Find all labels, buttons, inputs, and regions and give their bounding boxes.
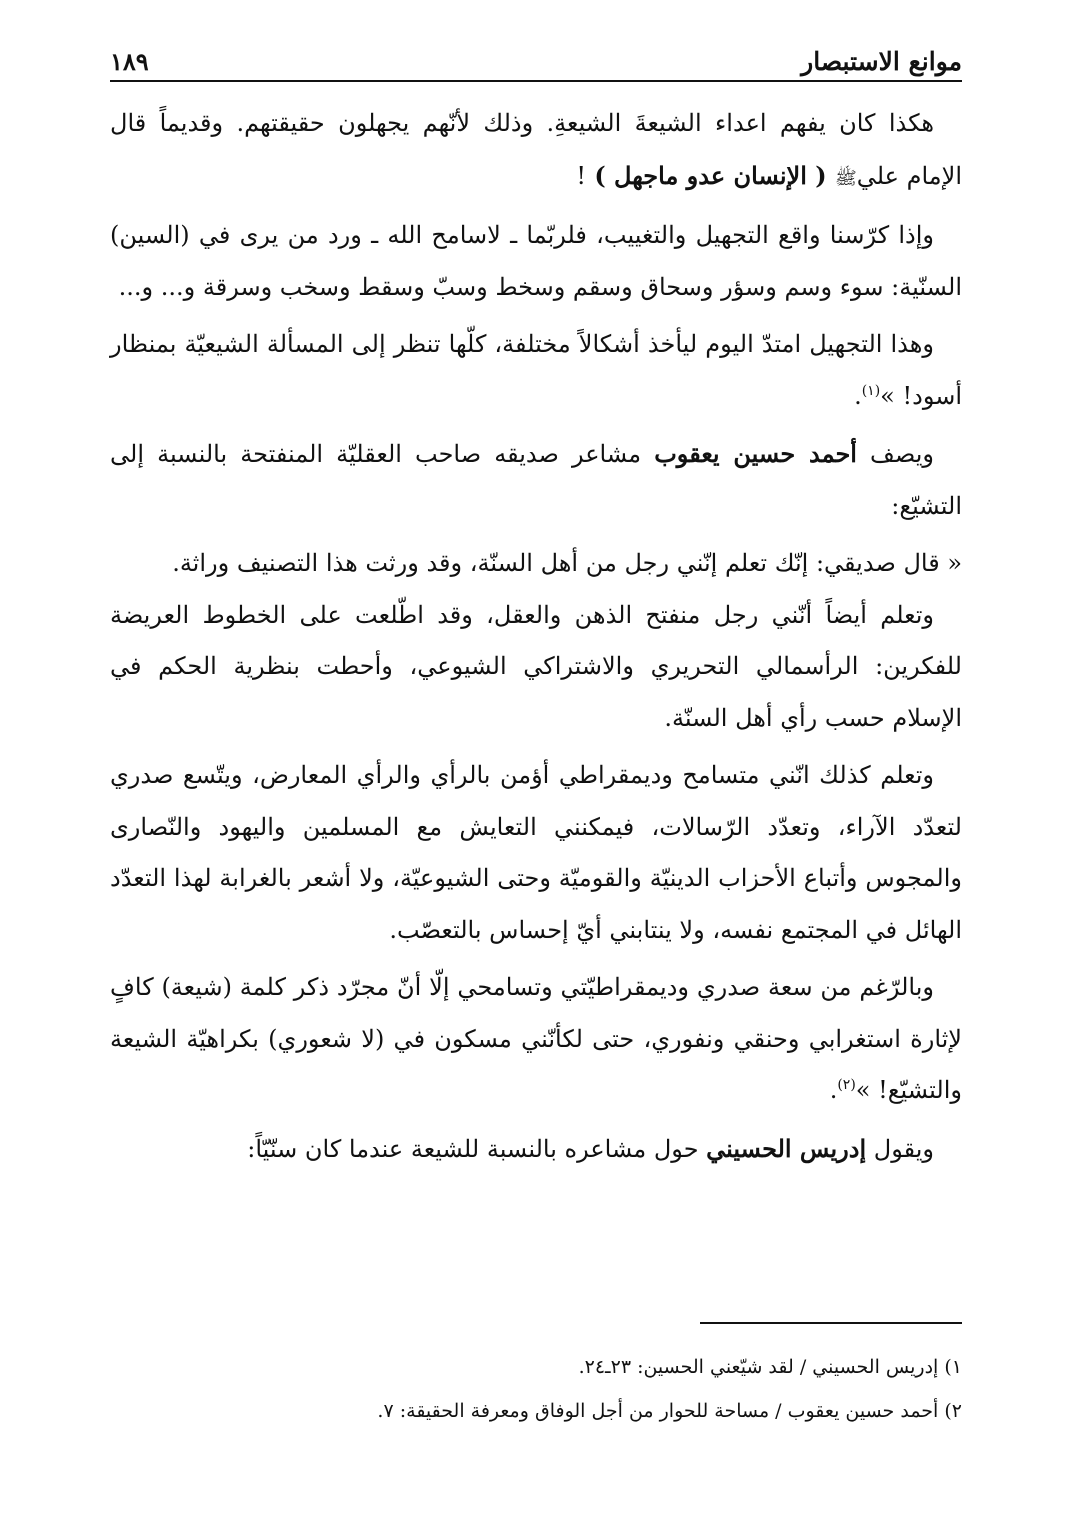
body-text (110, 98, 962, 1175)
paragraph-6: وتعلم أيضاً أنّني رجل منفتح الذهن والعقل، وقد اطّلعت على الخطوط العريضة للفكرين: الرأسمالي التحريري والاشتراكي الشيوعي، وأحطت بنظرية الحكم في الإسلام حسب رأي أهل السنّة. (110, 600, 962, 732)
paragraph-5: « قال صديقي: إنّك تعلم إنّني رجل من أهل السنّة، وقد ورثت هذا التصنيف وراثة. (172, 549, 962, 577)
paragraph-4-post: مشاعر صديقه صاحب العقليّة المنفتحة بالنسبة إلى التشيّع: (110, 440, 962, 520)
paragraph-9 (110, 1123, 962, 1176)
paragraph-2: وإذا كرّسنا واقع التجهيل والتغييب، فلربّما ـ لاسامح الله ـ ورد من يرى في (السين) السنّية: سوء وسم وسؤر وسحاق وسقم وسخط وسبّ وسقط وسخب وسرقة و... و... (110, 221, 962, 301)
author-name-bold: أحمد حسين يعقوب (654, 439, 857, 468)
footnote-2: ٢) أحمد حسين يعقوب / مساحة للحوار من أجل الوفاق ومعرفة الحقيقة: ٧. (377, 1400, 962, 1422)
paragraph-8-text: وبالرّغم من سعة صدري وديمقراطيّتي وتسامحي إلّا أنّ مجرّد ذكر كلمة (شيعة) كافٍ لإثارة استغرابي وحنقي ونفوري، حتى لكأنّني مسكون في (لا شعوري) بكراهيّة الشيعة والتشيّع! » (110, 973, 962, 1104)
running-title: موانع الاستبصار (801, 47, 962, 76)
paragraph-3 (110, 319, 962, 422)
paragraph-8-end: . (829, 1076, 838, 1104)
paragraph-9-post: حول مشاعره بالنسبة للشيعة عندما كان سنّيّاً: (247, 1134, 707, 1163)
paragraph-1-end: ! (576, 161, 586, 190)
footnote-separator (700, 1322, 962, 1324)
paragraph-8 (110, 962, 962, 1117)
footnotes (110, 1345, 962, 1433)
paragraph-4 (110, 428, 962, 532)
page-header (110, 36, 962, 82)
footnote-1: ١) إدريس الحسيني / لقد شيّعني الحسين: ٢٣ـ٢٤. (578, 1356, 962, 1378)
paragraph-4-pre: ويصف (856, 440, 934, 468)
paragraph-1-text: هكذا كان يفهم اعداء الشيعةَ الشيعةِ. وذلك لأنّهم يجهلون حقيقتهم. وقديماً قال الإمام علي (110, 109, 962, 190)
author-name-bold-2: إدريس الحسيني (706, 1133, 867, 1163)
paragraph-9-pre: ويقول (866, 1134, 934, 1163)
quote-bold: ( الإنسان عدو ماجهل ) (585, 160, 835, 190)
honorific-symbol: ﷺ (834, 167, 857, 189)
footnote-ref-2: (٢) (837, 1077, 856, 1093)
paragraph-3-end: . (854, 381, 862, 410)
footnote-ref-1: (١) (861, 382, 881, 399)
paragraph-7: وتعلم كذلك انّني متسامح وديمقراطي أؤمن بالرأي والرأي المعارض، ويتّسع صدري لتعدّد الآراء، وتعدّد الرّسالات، فيمكنني التعايش مع المسلمين واليهود والنّصارى والمجوس وأتباع الأحزاب الدينيّة والقوميّة وحتى الشيوعيّة، ولا أشعر بالغرابة لهذا التعدّد الهائل في المجتمع نفسه، ولا ينتابني أيّ إحساس بالتعصّب. (110, 761, 962, 944)
paragraph-3-text: وهذا التجهيل امتدّ اليوم ليأخذ أشكالاً مختلفة، كلّها تنظر إلى المسألة الشيعيّة بمنظار أسود! » (110, 330, 962, 410)
paragraph-1 (110, 98, 962, 204)
page-number: ١٨٩ (110, 47, 149, 76)
